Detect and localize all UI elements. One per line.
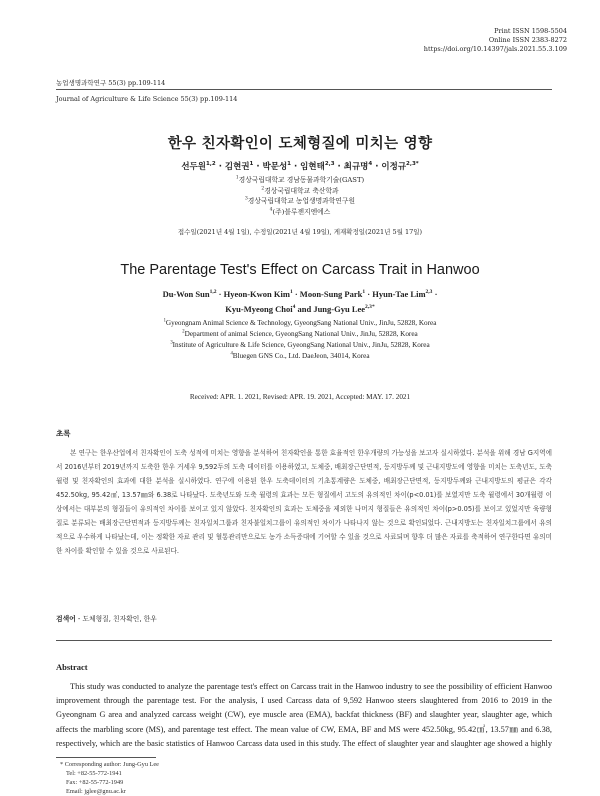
english-affiliation: $^4$Bluegen GNS Co., Ltd. DaeJeon, 34014, Korea <box>230 351 370 360</box>
author-affiliation-mark: 1,2 <box>209 289 217 296</box>
english-authors-line-1 <box>0 287 600 302</box>
author-affiliation-mark: 2,3* <box>406 161 419 168</box>
english-affiliation: $^2$Department of animal Science, GyeongSang National Univ., JinJu, 52828, Korea <box>182 329 418 338</box>
online-issn: Online ISSN 2383-8272 <box>488 36 567 44</box>
received-dates: Received: APR. 1. 2021, Revised: APR. 19. 2021, Accepted: MAY. 17. 2021 <box>189 393 411 401</box>
author-separator: · <box>291 162 301 172</box>
author-affiliation-mark: 2,3* <box>365 304 375 311</box>
affiliation-mark: 4 <box>269 207 273 213</box>
journal-eng: Journal of Agriculture & Life Science 55(3) pp.109-114 <box>56 95 238 103</box>
section-divider <box>56 640 552 641</box>
corresponding-author: * Corresponding author: Jung-Gyu Lee <box>60 761 159 768</box>
author-separator: · <box>365 289 373 299</box>
english-author: Hyun-Tae Lim$^{2,3}$ <box>372 289 433 299</box>
author-affiliation-mark: 2,3 <box>425 289 433 296</box>
korean-author: 이정규$^{2,3*}$ <box>381 161 419 172</box>
author-affiliation-mark: 2,3 <box>324 161 335 168</box>
english-authors <box>0 287 600 317</box>
author-affiliation-mark: 4 <box>292 304 296 311</box>
korean-author: 박문성$^1$ <box>262 161 292 172</box>
contact-line[interactable]: Email: jglee@gnu.ac.kr <box>66 788 126 795</box>
footnote-divider <box>56 757 156 758</box>
korean-dates: 접수일(2021년 4월 1일), 수정일(2021년 4월 19일), 게재확정일(2021년 5월 17일) <box>177 228 423 236</box>
korean-abstract-heading: 초록 <box>56 429 71 438</box>
author-separator: · <box>215 162 225 172</box>
korean-author: 임현태$^{2,3}$ <box>300 161 335 172</box>
affiliation-mark: 3 <box>244 196 248 202</box>
english-affiliations <box>0 318 600 362</box>
korean-author: 김현권$^1$ <box>224 161 254 172</box>
author-separator: · <box>372 162 382 172</box>
affiliation-mark: 2 <box>182 329 185 335</box>
korean-affiliations <box>0 175 600 217</box>
english-author: Moon-Sung Park$^1$ <box>299 289 366 299</box>
korean-title: 한우 친자확인이 도체형질에 미치는 영향 <box>167 136 433 152</box>
author-separator: · <box>292 289 300 299</box>
print-issn: Print ISSN 1598-5504 <box>494 27 567 35</box>
korean-author: 선두원$^{1,2}$ <box>181 161 216 172</box>
author-separator: · <box>253 162 263 172</box>
english-title: The Parentage Test's Effect on Carcass Trait in Hanwoo <box>120 262 480 278</box>
korean-abstract-body: 본 연구는 한우산업에서 친자확인이 도축 성적에 미치는 영향을 분석하여 친자확인을 통한 효율적인 한우개량의 가능성을 보고자 실시하였다. 분석을 위해 경남 G지역에서 2016년부터 2019년까지 도축한 한우 거세우 9,592두의 도축 데이터를 이용하였고, 도체중, 배최장근단면적, 등지방두께 및 근내지방도에 영향을 미치는 도축년도, 도축월령 및 친자확인의 효과에 대한 분석을 실시하였다. 연구에 이용된 한우 도축데이터의 기초통계량은 도체중, 배최장근단면적, 등지방두께와 근내지방도의 평균은 각각 452.50kg, 95.42㎠, 13.57㎜와 6.38로 나타났다. 도축년도와 도축 월령의 효과는 모든 형질에서 고도의 유의적인 차이(p<0.01)를 보였지만 도축 월령에서 30개월령 이상에서는 대부분의 형질들이 유의적인 차이를 보이고 있지 않았다. 친자확인의 효과는 도체중을 제외한 나머지 형질들은 유의적인 차이(p>0.05)를 보이고 있었지만 육량형질로 분류되는 배최장근단면적과 등지방두께는 친자일치그룹과 친자불일치그룹이 유의적인 차이가 나타나지 않는 것으로 확인되었다. 근내지방도는 친자일치그룹에서 유의적으로 우수하게 나타났는데, 이는 정확한 자료 관리 및 혈통관리만으로도 농가 소득증대에 기여할 수 있을 것으로 사료되며 향후 더 많은 자료를 축적하여 연구한다면 유의미한 차이를 확인할 수 있을 것으로 사료된다. <box>56 449 552 555</box>
journal-kor: 농업생명과학연구 55(3) pp.109-114 <box>56 79 166 87</box>
author-separator: · <box>216 289 224 299</box>
author-separator: · <box>432 289 438 299</box>
affiliation-mark: 1 <box>235 175 239 181</box>
author-affiliation-mark: 4 <box>368 161 373 168</box>
author-affiliation-mark: 1 <box>362 289 366 296</box>
author-affiliation-mark: 1,2 <box>205 161 216 168</box>
author-affiliation-mark: 1 <box>249 161 254 168</box>
keywords-label: 검색어 <box>56 615 76 623</box>
korean-affiliation: $^4$(주)블루젠지엔에스 <box>269 207 331 216</box>
english-author: Jung-Gyu Lee$^{2,3*}$ <box>313 304 375 314</box>
author-affiliation-mark: 1 <box>287 161 292 168</box>
affiliation-mark: 4 <box>230 351 233 357</box>
english-author: Du-Won Sun$^{1,2}$ <box>162 289 217 299</box>
author-separator: and <box>295 304 314 314</box>
keywords-list: - 도체형질, 친자확인, 한우 <box>75 615 157 623</box>
korean-affiliation: $^1$경상국립대학교 경남동물과학기술(GAST) <box>235 175 365 184</box>
english-authors-line-2 <box>0 302 600 317</box>
korean-author: 최규명$^4$ <box>343 161 373 172</box>
english-abstract-body: This study was conducted to analyze the parentage test's effect on Carcass trait in the Hanwoo industry to see the possibility of efficient Hanwoo improvement through the parentage test. For the analysis, I used Carcass data of 9,592 Hanwoo steers slaughtered from 2016 to 2019 in the Gyeongnam G area and analyzed carcass weight (CW), eye muscle area (EMA), backfat thickness (BF) and slaughter year, slaughter age, which affects the marbling score (MS), and parentage test effect. The mean value of CW, EMA, BF and MS were 452.50kg, 95.42㎠, 13.57㎜ and 6.38, respectively, which are the basic statistics of Hanwoo Carcass data used in this study. The effect of slaughter year and slaughter age showed a highly <box>56 682 552 748</box>
english-author: Hyeon-Kwon Kim$^1$ <box>223 289 293 299</box>
author-affiliation-mark: 1 <box>289 289 293 296</box>
korean-affiliation: $^2$경상국립대학교 축산학과 <box>261 186 339 195</box>
english-abstract-heading: Abstract <box>56 662 88 672</box>
contact-line: Tel: +82-55-772-1941 <box>66 770 122 777</box>
header-divider <box>56 89 552 90</box>
issn-block <box>424 27 567 54</box>
affiliation-mark: 2 <box>261 186 265 192</box>
korean-authors <box>0 160 600 172</box>
keywords <box>56 613 157 623</box>
english-author: Kyu-Myeong Choi$^4$ <box>225 304 296 314</box>
affiliation-mark: 3 <box>170 340 173 346</box>
english-affiliation: $^1$Gyeongnam Animal Science & Technology, GyeongSang National Univ., JinJu, 52828, Korea <box>163 318 437 327</box>
affiliation-mark: 1 <box>163 318 166 324</box>
doi-link[interactable]: https://doi.org/10.14397/jals.2021.55.3.109 <box>423 45 567 53</box>
english-affiliation: $^3$Institute of Agriculture & Life Science, GyeongSang National Univ., JinJu, 52828, Korea <box>170 340 430 349</box>
korean-affiliation: $^3$경상국립대학교 농업생명과학연구원 <box>244 196 356 205</box>
author-separator: · <box>334 162 344 172</box>
contact-line: Fax: +82-55-772-1949 <box>66 779 124 786</box>
